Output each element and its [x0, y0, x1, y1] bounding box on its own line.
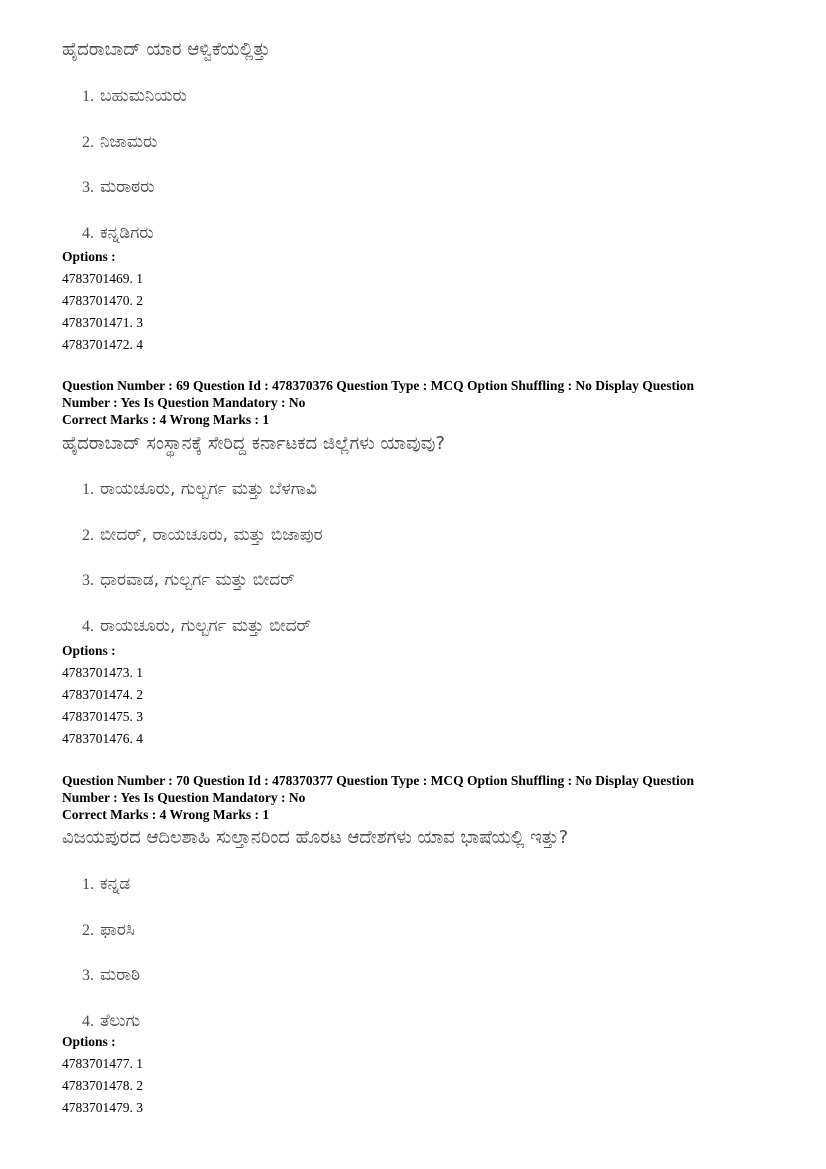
option-text: ಮರಾಠರು	[100, 177, 155, 197]
marks-line: Correct Marks : 4 Wrong Marks : 1	[62, 412, 270, 427]
answer-option	[82, 222, 154, 245]
option-id: 4783701479. 3	[62, 1100, 143, 1115]
option-id: 4783701478. 2	[62, 1078, 143, 1093]
options-label: Options :	[62, 1034, 116, 1049]
option-number: 3.	[82, 572, 94, 589]
option-number: 1.	[82, 481, 94, 498]
options-label: Options :	[62, 249, 116, 264]
answer-option	[82, 478, 317, 501]
answer-option	[82, 131, 157, 154]
option-text: ತೆಲುಗು	[100, 1011, 141, 1031]
option-text: ರಾಯಚೂರು, ಗುಲ್ಬರ್ಗ ಮತ್ತು ಬೀದರ್	[100, 616, 312, 636]
option-id: 4783701475. 3	[62, 709, 143, 724]
option-number: 3.	[82, 179, 94, 196]
option-number: 3.	[82, 967, 94, 984]
option-text: ಫಾರಸಿ	[100, 920, 135, 940]
marks-line: Correct Marks : 4 Wrong Marks : 1	[62, 807, 270, 822]
option-id: 4783701470. 2	[62, 293, 143, 308]
option-id: 4783701474. 2	[62, 687, 143, 702]
question-meta-line: Number : Yes Is Question Mandatory : No	[62, 790, 306, 805]
question-meta-line: Number : Yes Is Question Mandatory : No	[62, 395, 306, 410]
option-number: 2.	[82, 527, 94, 544]
option-text: ನಿಜಾಮರು	[100, 132, 158, 152]
answer-option	[82, 524, 323, 547]
options-label: Options :	[62, 643, 116, 658]
option-id: 4783701473. 1	[62, 665, 143, 680]
option-id: 4783701471. 3	[62, 315, 143, 330]
answer-option	[82, 1010, 140, 1033]
question-text: ವಿಜಯಪುರದ ಆದಿಲಶಾಹಿ ಸುಲ್ತಾನರಿಂದ ಹೊರಟ ಆದೇಶಗಳು ಯಾವ ಭಾಷೆಯಲ್ಲಿ ಇತ್ತು?	[62, 827, 569, 848]
option-text: ಕನ್ನಡ	[100, 874, 131, 894]
option-id: 4783701469. 1	[62, 271, 143, 286]
option-text: ರಾಯಚೂರು, ಗುಲ್ಬರ್ಗ ಮತ್ತು ಬೆಳಗಾವಿ	[100, 479, 317, 499]
option-text: ಬೀದರ್, ರಾಯಚೂರು, ಮತ್ತು ಬಿಜಾಪುರ	[100, 525, 323, 545]
question-meta-line: Question Number : 69 Question Id : 478370376 Question Type : MCQ Option Shuffling : No Display Question	[62, 378, 694, 393]
option-text: ಧಾರವಾಡ, ಗುಲ್ಬರ್ಗ ಮತ್ತು ಬೀದರ್	[100, 570, 295, 590]
question-meta-line: Question Number : 70 Question Id : 478370377 Question Type : MCQ Option Shuffling : No Display Question	[62, 773, 694, 788]
option-number: 4.	[82, 618, 94, 635]
option-number: 2.	[82, 134, 94, 151]
question-text: ಹೈದರಾಬಾದ್ ಯಾರ ಆಳ್ವಿಕೆಯಲ್ಲಿತ್ತು	[62, 39, 271, 60]
question-metadata	[62, 772, 762, 823]
answer-option	[82, 964, 140, 987]
option-number: 1.	[82, 88, 94, 105]
option-number: 2.	[82, 922, 94, 939]
option-text: ಬಹುಮನಿಯರು	[100, 86, 187, 106]
option-text: ಮರಾಠಿ	[100, 965, 141, 985]
answer-option	[82, 615, 311, 638]
option-number: 4.	[82, 225, 94, 242]
answer-option	[82, 873, 130, 896]
answer-option	[82, 919, 135, 942]
option-id: 4783701477. 1	[62, 1056, 143, 1071]
answer-option	[82, 569, 295, 592]
answer-option	[82, 85, 187, 108]
question-metadata	[62, 377, 762, 428]
option-number: 1.	[82, 876, 94, 893]
option-text: ಕನ್ನಡಿಗರು	[100, 223, 154, 243]
question-text: ಹೈದರಾಬಾದ್ ಸಂಸ್ಥಾನಕ್ಕೆ ಸೇರಿದ್ದ ಕರ್ನಾಟಕದ ಜಿಲ್ಲೆಗಳು ಯಾವುವು?	[62, 433, 445, 454]
option-id: 4783701472. 4	[62, 337, 143, 352]
answer-option	[82, 176, 155, 199]
option-id: 4783701476. 4	[62, 731, 143, 746]
option-number: 4.	[82, 1013, 94, 1030]
